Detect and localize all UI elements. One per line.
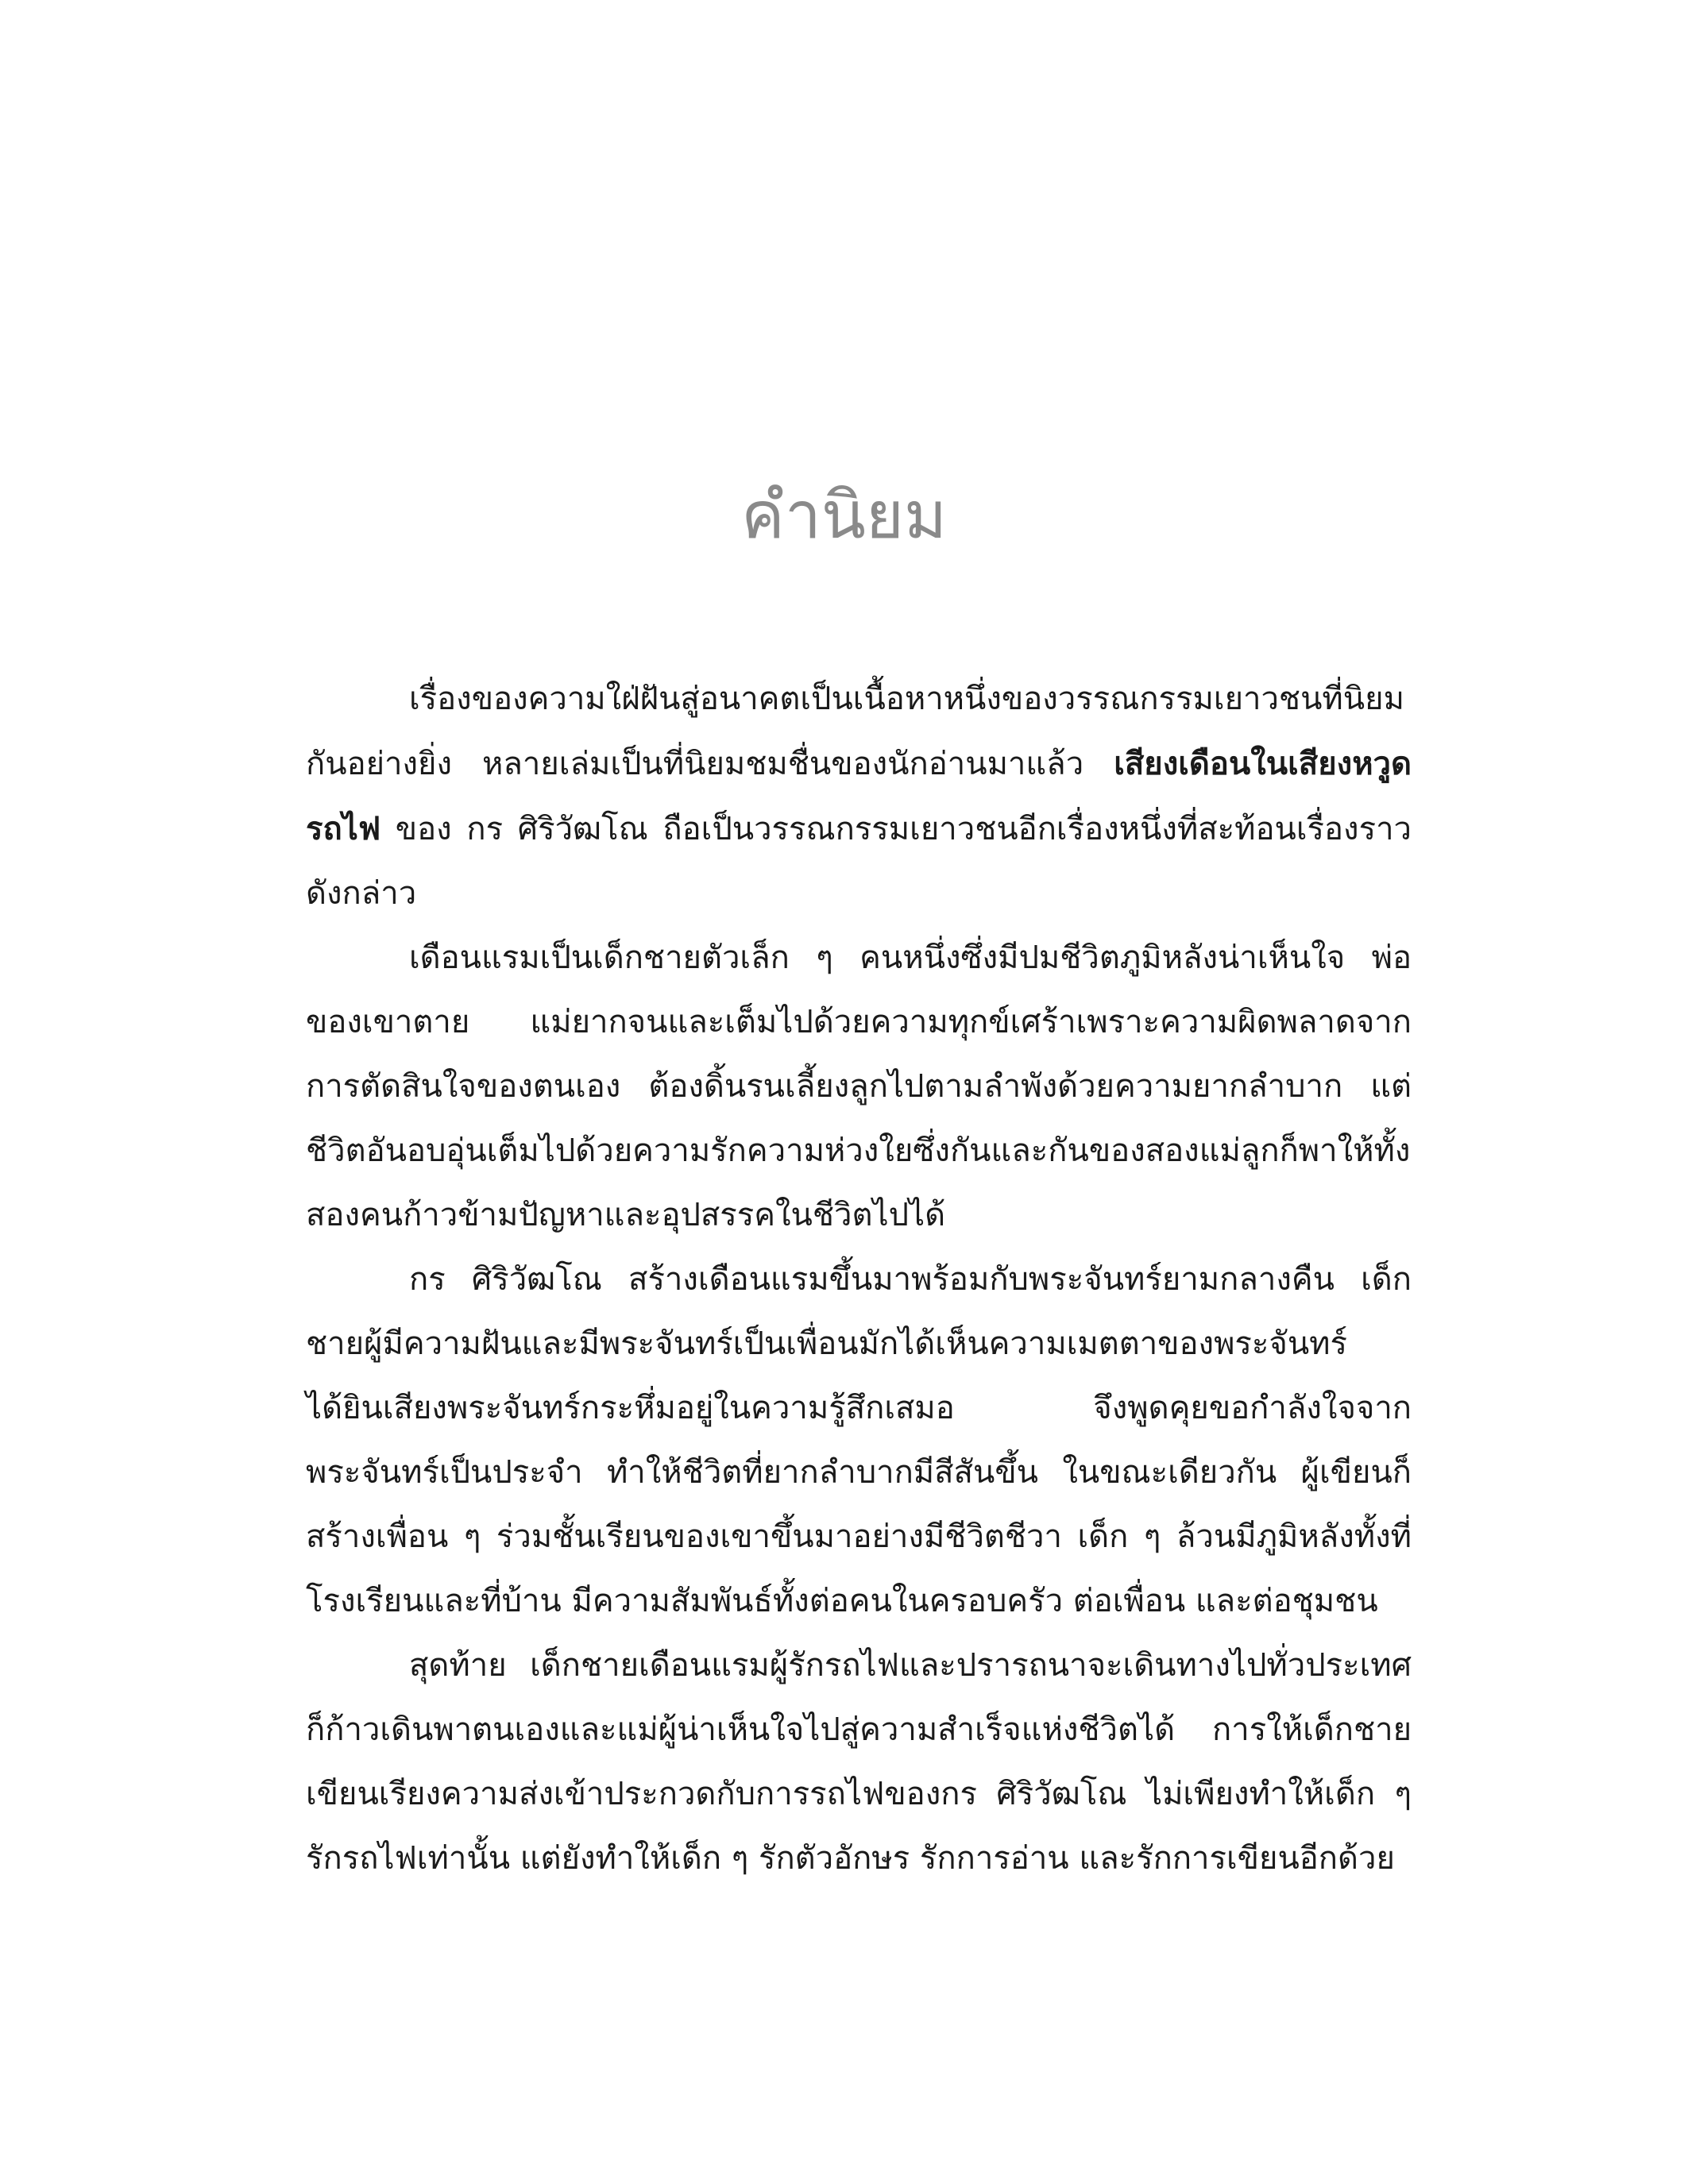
paragraph-4: สุดท้าย เด็กชายเดือนแรมผู้รักรถไฟและปรารถนาจะเดินทางไปทั่วประเทศก็ก้าวเดินพาตนเองและแม่ผู้น่าเห็นใจไปสู่ความสำเร็จแห่งชีวิตได้ การให้เด็กชายเขียนเรียงความส่งเข้าประกวดกับการรถไฟของกร ศิริวัฒโณ ไม่เพียงทำให้เด็ก ๆ รักรถไฟเท่านั้น แต่ยังทำให้เด็ก ๆ รักตัวอักษร รักการอ่าน และรักการเขียนอีกด้วย — [306, 1647, 1412, 1877]
page-title: คำนิยม — [740, 478, 948, 554]
paragraph-2: เดือนแรมเป็นเด็กชายตัวเล็ก ๆ คนหนึ่งซึ่งมีปมชีวิตภูมิหลังน่าเห็นใจ พ่อของเขาตาย แม่ยากจนและเต็มไปด้วยความทุกข์เศร้าเพราะความผิดพลาดจากการตัดสินใจของตนเอง ต้องดิ้นรนเลี้ยงลูกไปตามลำพังด้วยความยากลำบาก แต่ชีวิตอันอบอุ่นเต็มไปด้วยความรักความห่วงใยซึ่งกันและกันของสองแม่ลูกก็พาให้ทั้งสองคนก้าวข้ามปัญหาและอุปสรรคในชีวิตไปได้ — [306, 940, 1412, 1233]
paragraph-1-rest: ของ กร ศิริวัฒโณ ถือเป็นวรรณกรรมเยาวชนอีกเรื่องหนึ่งที่สะท้อนเรื่องราวดังกล่าว — [306, 811, 1412, 912]
foreword-body — [306, 667, 1412, 1891]
paragraph-3: กร ศิริวัฒโณ สร้างเดือนแรมขึ้นมาพร้อมกับพระจันทร์ยามกลางคืน เด็กชายผู้มีความฝันและมีพระจันทร์เป็นเพื่อนมักได้เห็นความเมตตาของพระจันทร์ ได้ยินเสียงพระจันทร์กระหึ่มอยู่ในความรู้สึกเสมอ จึงพูดคุยขอกำลังใจจากพระจันทร์เป็นประจำ ทำให้ชีวิตที่ยากลำบากมีสีสันขึ้น ในขณะเดียวกัน ผู้เขียนก็สร้างเพื่อน ๆ ร่วมชั้นเรียนของเขาขึ้นมาอย่างมีชีวิตชีวา เด็ก ๆ ล้วนมีภูมิหลังทั้งที่โรงเรียนและที่บ้าน มีความสัมพันธ์ทั้งต่อคนในครอบครัว ต่อเพื่อน และต่อชุมชน — [306, 1261, 1412, 1619]
paragraph-1-intro: เรื่องของความใฝ่ฝันสู่อนาคตเป็นเนื้อหาหนึ่งของวรรณกรรมเยาวชนที่นิยมกันอย่างยิ่ง หลายเล่มเป็นที่นิยมชมชื่นของนักอ่านมาแล้ว — [306, 681, 1404, 782]
book-title: เสียงเดือนในเสียงหวูดรถไฟ — [306, 745, 1412, 847]
paragraph-1 — [306, 667, 1412, 926]
